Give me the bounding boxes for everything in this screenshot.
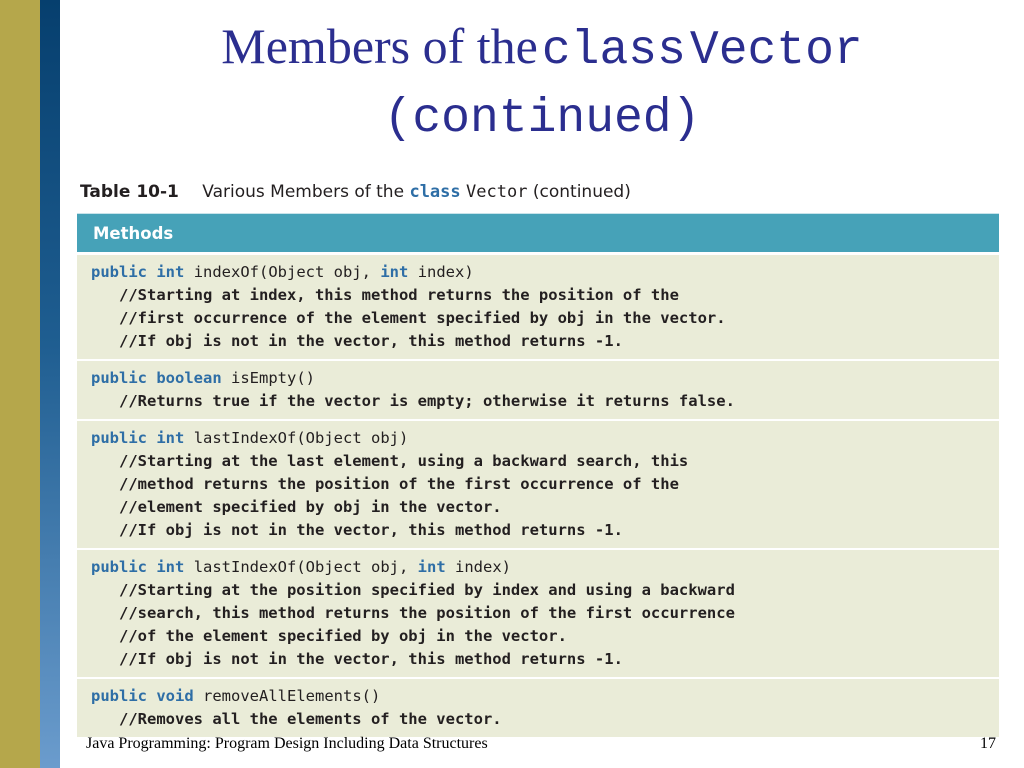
table-row bbox=[77, 359, 999, 419]
method-comment: //Starting at index, this method returns the position of the bbox=[119, 286, 679, 304]
caption-text: Various Members of the bbox=[202, 182, 405, 202]
return-type: int bbox=[156, 429, 185, 447]
table-row bbox=[77, 252, 999, 359]
table-caption bbox=[80, 182, 631, 210]
method-comment: //If obj is not in the vector, this method returns -1. bbox=[119, 521, 623, 539]
sidebar-navy-stripe bbox=[40, 0, 60, 768]
method-comment: //Returns true if the vector is empty; otherwise it returns false. bbox=[119, 392, 735, 410]
title-code-class: class bbox=[541, 24, 686, 78]
method-comment: //first occurrence of the element specified by obj in the vector. bbox=[119, 309, 726, 327]
title-line-1 bbox=[60, 16, 1024, 89]
method-comment: //If obj is not in the vector, this method returns -1. bbox=[119, 332, 623, 350]
caption-suffix: (continued) bbox=[532, 182, 631, 202]
method-name: indexOf(Object obj, bbox=[193, 263, 371, 281]
title-code-vector: Vector bbox=[689, 24, 863, 78]
method-comment: //element specified by obj in the vector. bbox=[119, 498, 502, 516]
method-comment: //of the element specified by obj in the vector. bbox=[119, 627, 567, 645]
return-type: boolean bbox=[156, 369, 222, 387]
keyword-public: public bbox=[91, 369, 147, 387]
method-comment: //If obj is not in the vector, this method returns -1. bbox=[119, 650, 623, 668]
title-text: Members of the bbox=[221, 18, 538, 74]
method-name: isEmpty() bbox=[231, 369, 316, 387]
method-name: lastIndexOf(Object obj) bbox=[193, 429, 409, 447]
method-signature bbox=[91, 427, 999, 450]
param-name: index) bbox=[455, 558, 512, 576]
method-comment: //Removes all the elements of the vector. bbox=[119, 710, 502, 728]
param-type: int bbox=[417, 558, 446, 576]
table-header: Methods bbox=[77, 213, 999, 252]
method-name: removeAllElements() bbox=[203, 687, 381, 705]
page-number: 17 bbox=[980, 735, 996, 752]
return-type: int bbox=[156, 558, 185, 576]
slide-title bbox=[60, 16, 1024, 157]
method-signature bbox=[91, 685, 999, 708]
title-continued: (continued) bbox=[383, 92, 701, 146]
param-type: int bbox=[380, 263, 409, 281]
table-row bbox=[77, 677, 999, 737]
method-signature bbox=[91, 367, 999, 390]
keyword-public: public bbox=[91, 429, 147, 447]
sidebar-olive-stripe bbox=[0, 0, 40, 768]
return-type: void bbox=[156, 687, 194, 705]
caption-keyword: class bbox=[409, 182, 461, 202]
method-comment: //method returns the position of the first occurrence of the bbox=[119, 475, 679, 493]
caption-class: Vector bbox=[466, 182, 528, 202]
method-name: lastIndexOf(Object obj, bbox=[193, 558, 409, 576]
method-comment: //Starting at the position specified by index and using a backward bbox=[119, 581, 735, 599]
title-line-2 bbox=[60, 89, 1024, 157]
param-name: index) bbox=[417, 263, 474, 281]
method-signature bbox=[91, 261, 999, 284]
method-signature bbox=[91, 556, 999, 579]
keyword-public: public bbox=[91, 263, 147, 281]
table-number: Table 10-1 bbox=[80, 182, 179, 202]
methods-table bbox=[77, 213, 999, 737]
keyword-public: public bbox=[91, 687, 147, 705]
method-comment: //Starting at the last element, using a backward search, this bbox=[119, 452, 689, 470]
table-row bbox=[77, 548, 999, 677]
return-type: int bbox=[156, 263, 185, 281]
keyword-public: public bbox=[91, 558, 147, 576]
footer-text: Java Programming: Program Design Including Data Structures bbox=[86, 735, 488, 752]
table-row bbox=[77, 419, 999, 548]
table-rows bbox=[77, 252, 999, 737]
method-comment: //search, this method returns the position of the first occurrence bbox=[119, 604, 735, 622]
